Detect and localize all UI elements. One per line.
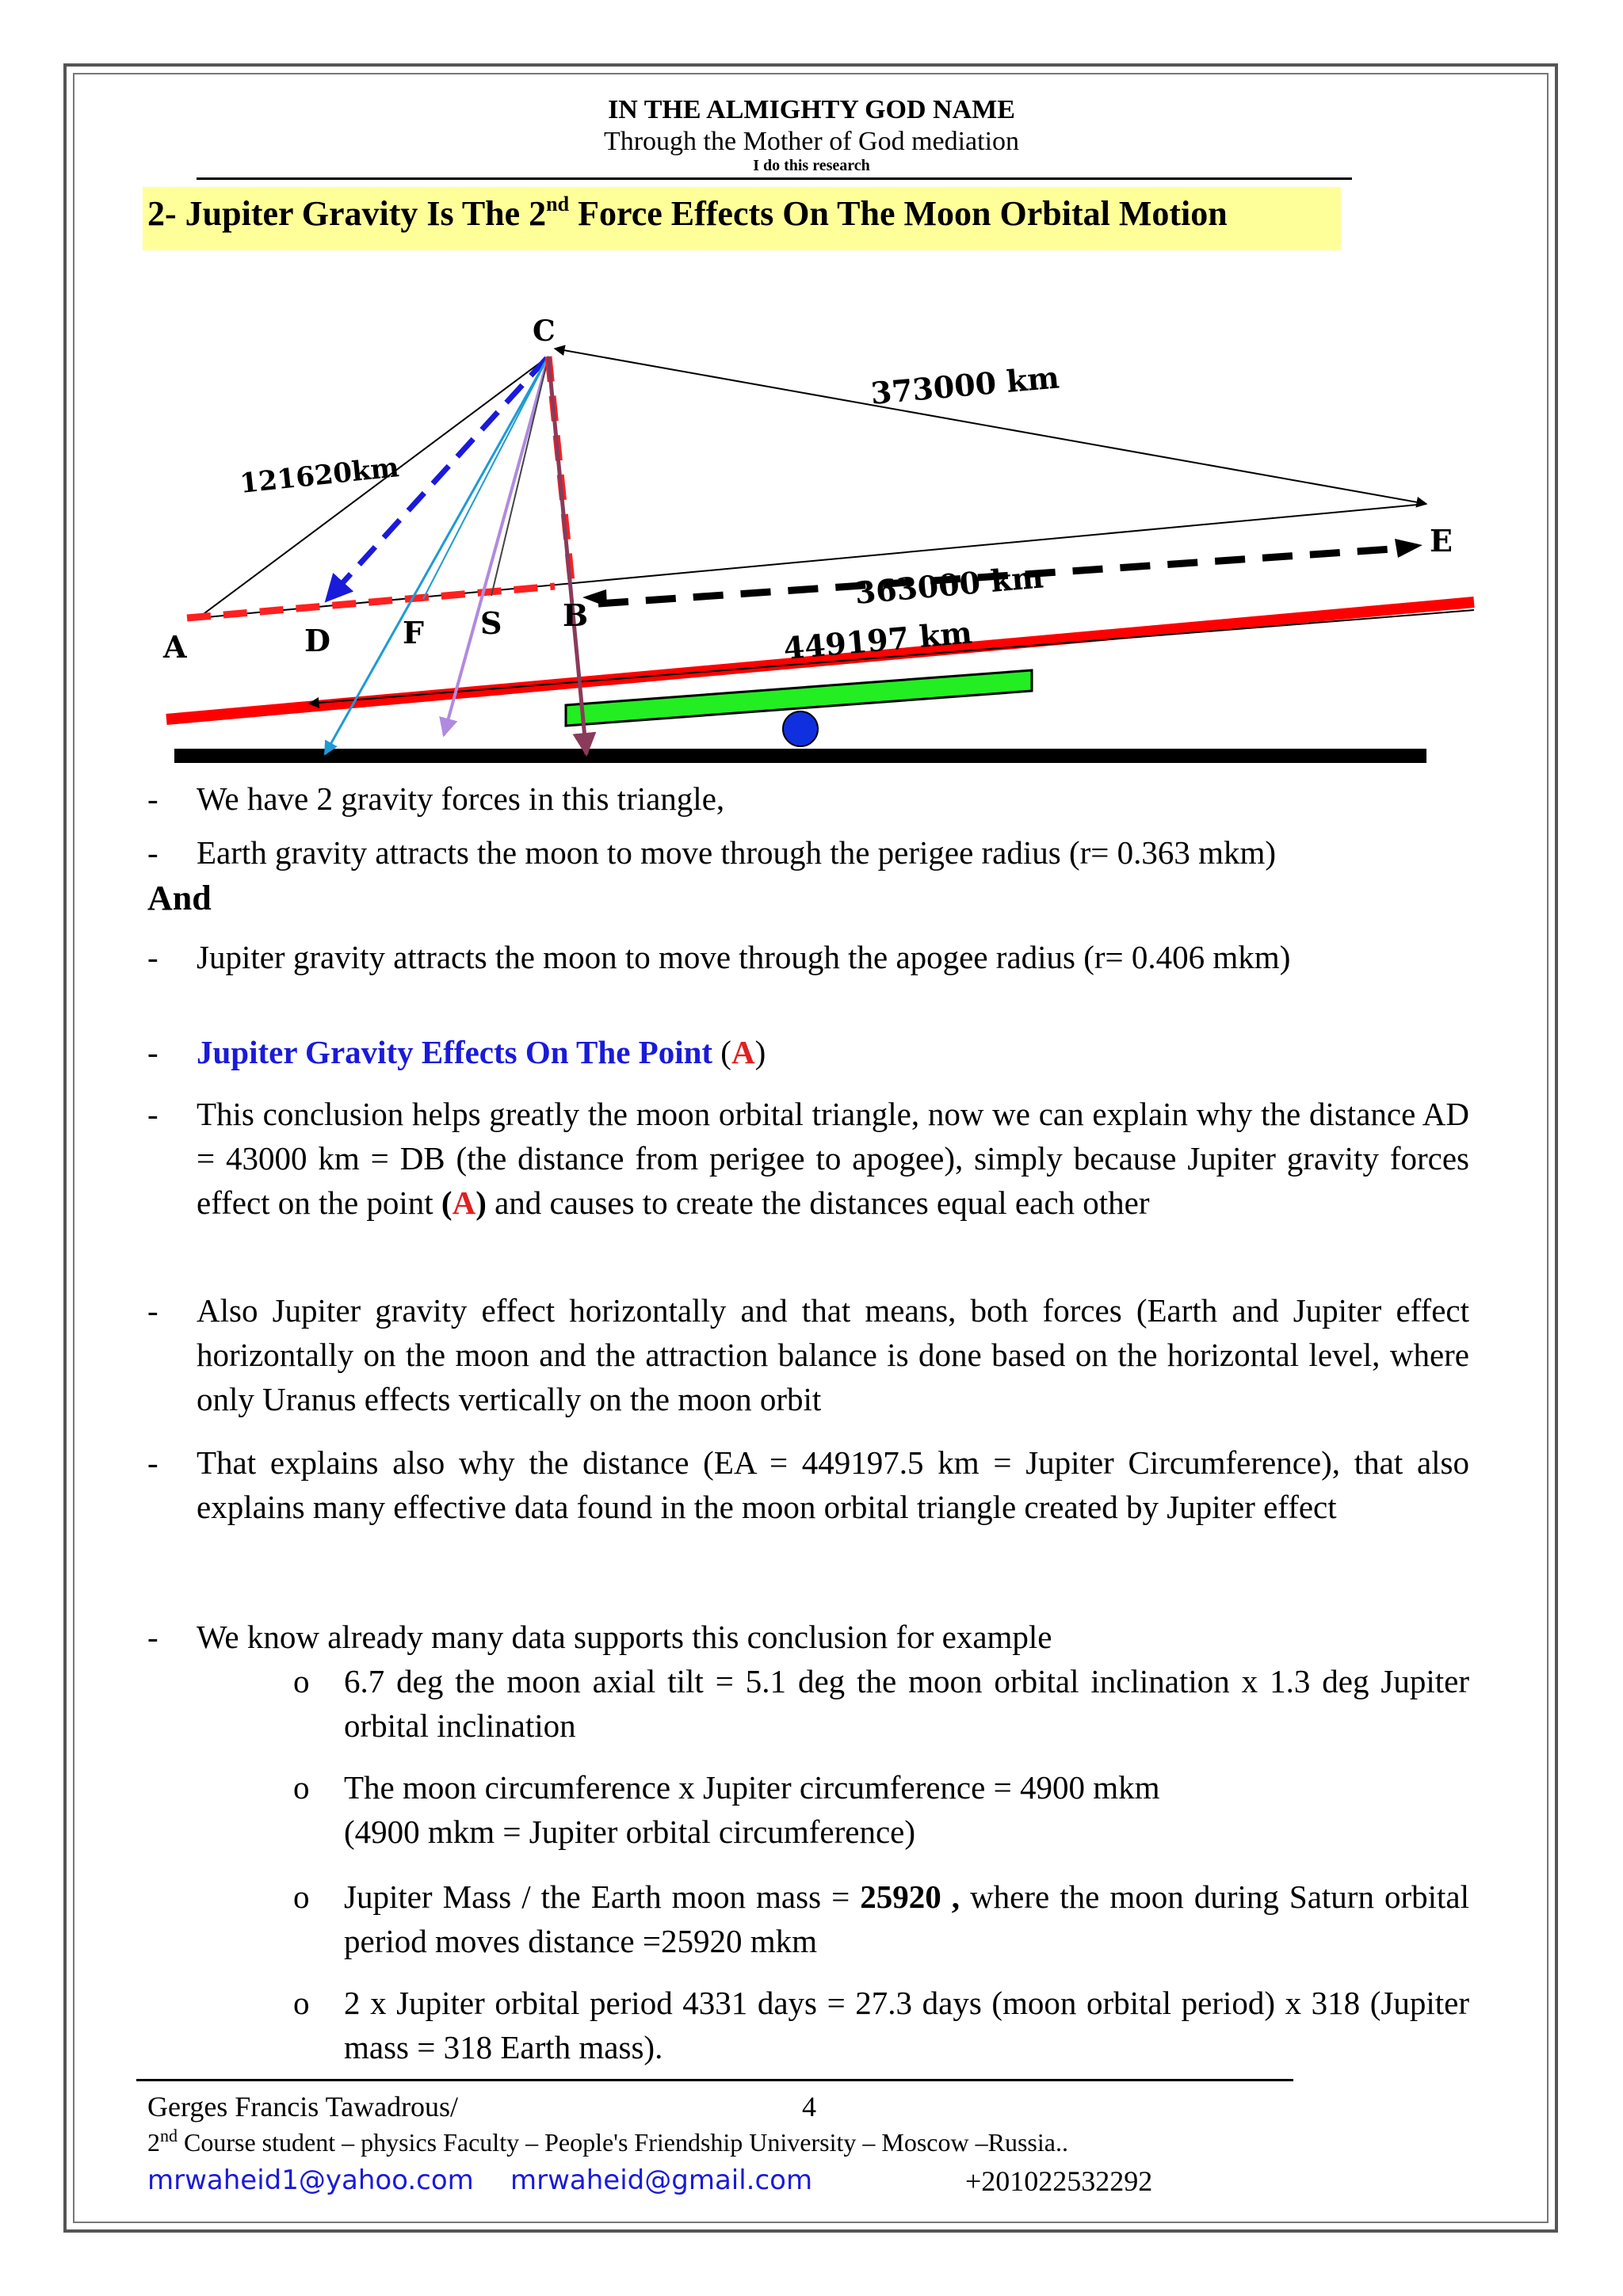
- and-heading: And: [147, 879, 212, 917]
- page-number: 4: [802, 2091, 816, 2122]
- blue-ball: [783, 711, 818, 746]
- footer-author: Gerges Francis Tawadrous/: [147, 2091, 459, 2122]
- header-line-1: IN THE ALMIGHTY GOD NAME: [608, 95, 1015, 124]
- maroon-arrow: [548, 357, 589, 754]
- point-c-label: C: [533, 315, 556, 348]
- cf-line: [423, 357, 548, 599]
- moon-orbit-diagram: [143, 238, 1482, 776]
- point-s-label: S: [480, 605, 502, 641]
- list-item: - This conclusion helps greatly the moon orbital triangle, now we can explain why the distance AD = 43000 km = DB (the distance from perigee to apogee), simply because Jupiter gravity forces effect on the point (A) and causes to create the distances equal each other: [147, 1096, 1469, 1221]
- be-arrowhead: [1395, 539, 1423, 558]
- list-item: - Also Jupiter gravity effect horizontally and that means, both forces (Earth and Jupiter effect horizontally on the moon and the attraction balance is done based on the horizontal level, where only Uranus effects vertically on the moon orbit: [147, 1292, 1469, 1417]
- ce-distance-label: 373000 km: [869, 359, 1061, 411]
- header-line-2: Through the Mother of God mediation: [603, 127, 1020, 156]
- footer-course: 2nd Course student – physics Faculty – People's Friendship University – Moscow –Russia..: [147, 2126, 1068, 2157]
- footer-rule: [136, 2079, 1293, 2081]
- header-line-3: I do this research: [753, 157, 870, 174]
- ea-distance-label: 449197 km: [781, 614, 974, 666]
- sub-list-item: o 6.7 deg the moon axial tilt = 5.1 deg the moon orbital inclination x 1.3 deg Jupiter orbital inclination: [293, 1663, 1469, 1744]
- ca-distance-label: 121620km: [238, 452, 401, 500]
- sub-list-item: o Jupiter Mass / the Earth moon mass = 25920 , where the moon during Saturn orbital period moves distance =25920 mkm: [293, 1878, 1470, 1959]
- header-rule: [197, 177, 1352, 180]
- point-f-label: F: [403, 615, 424, 650]
- sub-list-item: o 2 x Jupiter orbital period 4331 days = 27.3 days (moon orbital period) x 318 (Jupiter mass = 318 Earth mass).: [293, 1985, 1469, 2065]
- list-item: - We know already many data supports this conclusion for example: [147, 1619, 1052, 1655]
- phone-number: +201022532292: [965, 2165, 1153, 2197]
- point-b-label: B: [563, 597, 589, 633]
- email-link-gmail[interactable]: mrwaheid@gmail.com: [510, 2164, 813, 2196]
- list-item: - Jupiter gravity attracts the moon to move through the apogee radius (r= 0.406 mkm): [147, 939, 1291, 975]
- email-link-yahoo[interactable]: mrwaheid1@yahoo.com: [147, 2164, 474, 2196]
- sub-list-item: o The moon circumference x Jupiter circumference = 4900 mkm (4900 mkm = Jupiter orbital circumference): [293, 1769, 1160, 1850]
- point-e-label: E: [1430, 523, 1453, 559]
- list-item: - Earth gravity attracts the moon to move through the perigee radius (r= 0.363 mkm): [147, 834, 1277, 871]
- section-title: 2- Jupiter Gravity Is The 2nd Force Effects On The Moon Orbital Motion: [147, 193, 1228, 233]
- list-item: - Jupiter Gravity Effects On The Point (A): [147, 1034, 766, 1070]
- list-item: - We have 2 gravity forces in this triangle,: [147, 780, 725, 817]
- point-a-label: A: [163, 629, 187, 665]
- list-item: - That explains also why the distance (EA = 449197.5 km = Jupiter Circumference), that also explains many effective data found in the moon orbital triangle created by Jupiter effect: [147, 1444, 1469, 1525]
- be-distance-label: 363000 km: [853, 559, 1045, 611]
- point-d-label: D: [304, 623, 330, 658]
